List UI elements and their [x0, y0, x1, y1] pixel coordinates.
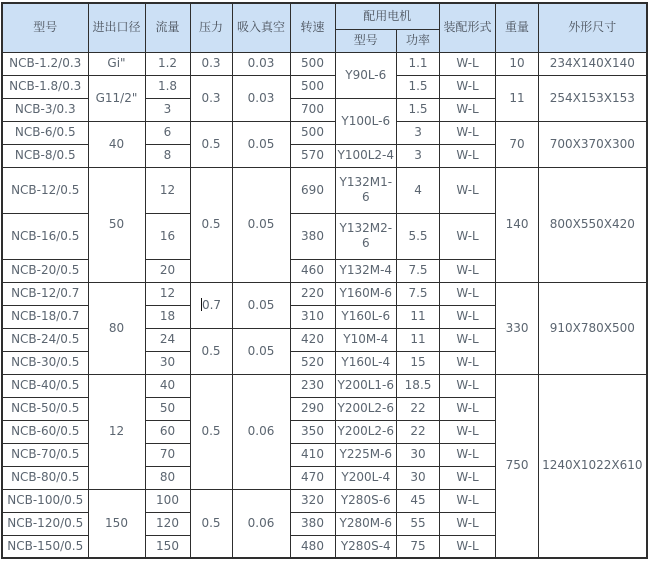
cell-model: NCB-8/0.5 — [2, 144, 88, 167]
cell-flow: 150 — [145, 535, 190, 558]
cell-model: NCB-12/0.5 — [2, 167, 88, 213]
cell-motor-model: Y10M-4 — [335, 328, 397, 351]
cell-speed: 220 — [290, 282, 335, 305]
cell-assembly-type: W-L — [440, 305, 496, 328]
cell-speed: 410 — [290, 443, 335, 466]
table-row — [2, 52, 647, 75]
cell-flow: 1.2 — [145, 52, 190, 75]
cell-assembly-type: W-L — [440, 328, 496, 351]
cell-motor-power: 3 — [397, 121, 440, 144]
cell-dimensions: 800X550X420 — [539, 167, 647, 282]
cell-assembly-type: W-L — [440, 98, 496, 121]
table-row — [2, 121, 647, 144]
cell-motor-model: Y200L2-6 — [335, 397, 397, 420]
header-weight: 重量 — [496, 3, 539, 52]
cell-dimensions: 254X153X153 — [539, 75, 647, 121]
cell-dimensions: 910X780X500 — [539, 282, 647, 374]
cell-suction-vacuum: 0.05 — [232, 167, 290, 282]
cell-motor-model: Y280S-4 — [335, 535, 397, 558]
cell-motor-power: 1.5 — [397, 98, 440, 121]
spec-table-head — [2, 3, 647, 52]
cell-model: NCB-6/0.5 — [2, 121, 88, 144]
cell-suction-vacuum: 0.05 — [232, 121, 290, 167]
cell-speed: 500 — [290, 75, 335, 98]
cell-suction-vacuum: 0.06 — [232, 374, 290, 489]
cell-flow: 6 — [145, 121, 190, 144]
cell-speed: 310 — [290, 305, 335, 328]
cell-dimensions: 1240X1022X610 — [539, 374, 647, 558]
header-row — [2, 3, 647, 29]
cell-motor-power: 15 — [397, 351, 440, 374]
cell-speed: 500 — [290, 52, 335, 75]
cell-pressure: 0.3 — [190, 52, 232, 75]
cell-motor-model: Y90L-6 — [335, 52, 397, 98]
cell-motor-power: 22 — [397, 397, 440, 420]
cell-speed: 380 — [290, 512, 335, 535]
cell-motor-power: 55 — [397, 512, 440, 535]
cell-motor-power: 1.5 — [397, 75, 440, 98]
table-row — [2, 282, 647, 305]
cell-assembly-type: W-L — [440, 259, 496, 282]
cell-flow: 50 — [145, 397, 190, 420]
cell-model: NCB-24/0.5 — [2, 328, 88, 351]
cell-assembly-type: W-L — [440, 535, 496, 558]
cell-flow: 12 — [145, 282, 190, 305]
cell-model: NCB-40/0.5 — [2, 374, 88, 397]
table-row — [2, 167, 647, 213]
cell-speed: 350 — [290, 420, 335, 443]
cell-speed: 380 — [290, 213, 335, 259]
cell-model: NCB-1.8/0.3 — [2, 75, 88, 98]
cell-speed: 320 — [290, 489, 335, 512]
cell-motor-power: 7.5 — [397, 282, 440, 305]
cell-assembly-type: W-L — [440, 121, 496, 144]
cell-dimensions: 234X140X140 — [539, 52, 647, 75]
cell-flow: 20 — [145, 259, 190, 282]
cell-pressure: 0.5 — [190, 167, 232, 282]
header-speed: 转速 — [290, 3, 335, 52]
cell-model: NCB-100/0.5 — [2, 489, 88, 512]
cell-assembly-type: W-L — [440, 351, 496, 374]
cell-motor-model: Y160M-6 — [335, 282, 397, 305]
header-motor-power: 功率 — [397, 29, 440, 52]
cell-assembly-type: W-L — [440, 213, 496, 259]
cell-suction-vacuum: 0.05 — [232, 282, 290, 328]
header-assembly-type: 装配形式 — [440, 3, 496, 52]
cell-pressure: 0.5 — [190, 121, 232, 167]
cell-suction-vacuum: 0.03 — [232, 52, 290, 75]
cell-speed: 500 — [290, 121, 335, 144]
cell-flow: 120 — [145, 512, 190, 535]
cell-motor-power: 5.5 — [397, 213, 440, 259]
cell-inlet-diameter: 80 — [88, 282, 145, 374]
cell-weight: 750 — [496, 374, 539, 558]
cell-inlet-diameter: 12 — [88, 374, 145, 489]
cell-weight: 140 — [496, 167, 539, 282]
spec-table-body — [2, 52, 647, 558]
cell-dimensions: 700X370X300 — [539, 121, 647, 167]
cell-inlet-diameter: G11/2" — [88, 75, 145, 121]
cell-flow: 12 — [145, 167, 190, 213]
cell-model: NCB-3/0.3 — [2, 98, 88, 121]
header-model: 型号 — [2, 3, 88, 52]
cell-motor-power: 45 — [397, 489, 440, 512]
cell-motor-power: 1.1 — [397, 52, 440, 75]
cell-motor-model: Y200L-4 — [335, 466, 397, 489]
cell-flow: 100 — [145, 489, 190, 512]
header-inlet-diameter: 进出口径 — [88, 3, 145, 52]
cell-model: NCB-1.2/0.3 — [2, 52, 88, 75]
cell-motor-power: 4 — [397, 167, 440, 213]
cell-flow: 60 — [145, 420, 190, 443]
header-pressure: 压力 — [190, 3, 232, 52]
cell-suction-vacuum: 0.05 — [232, 328, 290, 374]
cell-model: NCB-18/0.7 — [2, 305, 88, 328]
cell-motor-power: 22 — [397, 420, 440, 443]
cell-pressure: 0.3 — [190, 75, 232, 121]
cell-assembly-type: W-L — [440, 282, 496, 305]
cell-speed: 290 — [290, 397, 335, 420]
header-dimensions: 外形尺寸 — [539, 3, 647, 52]
table-row — [2, 75, 647, 98]
cell-flow: 1.8 — [145, 75, 190, 98]
cell-inlet-diameter: 40 — [88, 121, 145, 167]
cell-speed: 690 — [290, 167, 335, 213]
cell-model: NCB-80/0.5 — [2, 466, 88, 489]
cell-model: NCB-20/0.5 — [2, 259, 88, 282]
cell-model: NCB-16/0.5 — [2, 213, 88, 259]
cell-pressure: 0.5 — [190, 374, 232, 489]
cell-flow: 24 — [145, 328, 190, 351]
cell-motor-model: Y280M-6 — [335, 512, 397, 535]
cell-speed: 460 — [290, 259, 335, 282]
cell-motor-model: Y132M-4 — [335, 259, 397, 282]
cell-motor-power: 75 — [397, 535, 440, 558]
cell-motor-model: Y132M1-6 — [335, 167, 397, 213]
cell-flow: 18 — [145, 305, 190, 328]
cell-pressure: 0.5 — [190, 328, 232, 374]
cell-motor-power: 7.5 — [397, 259, 440, 282]
cell-pressure: 0.5 — [190, 489, 232, 558]
cell-motor-power: 30 — [397, 443, 440, 466]
cell-speed: 520 — [290, 351, 335, 374]
cell-flow: 3 — [145, 98, 190, 121]
cell-weight: 11 — [496, 75, 539, 121]
cell-motor-model: Y160L-6 — [335, 305, 397, 328]
cell-inlet-diameter: Gi" — [88, 52, 145, 75]
cell-model: NCB-120/0.5 — [2, 512, 88, 535]
cell-speed: 570 — [290, 144, 335, 167]
header-suction-vacuum: 吸入真空 — [232, 3, 290, 52]
cell-flow: 40 — [145, 374, 190, 397]
cell-assembly-type: W-L — [440, 397, 496, 420]
cell-flow: 8 — [145, 144, 190, 167]
cell-motor-model: Y225M-6 — [335, 443, 397, 466]
cell-inlet-diameter: 150 — [88, 489, 145, 558]
cell-assembly-type: W-L — [440, 167, 496, 213]
cell-motor-model: Y160L-4 — [335, 351, 397, 374]
cell-motor-model: Y100L-6 — [335, 98, 397, 144]
cell-flow: 70 — [145, 443, 190, 466]
cell-speed: 420 — [290, 328, 335, 351]
cell-suction-vacuum: 0.06 — [232, 489, 290, 558]
cell-suction-vacuum: 0.03 — [232, 75, 290, 121]
cell-motor-model: Y100L2-4 — [335, 144, 397, 167]
cell-weight: 70 — [496, 121, 539, 167]
cell-weight: 10 — [496, 52, 539, 75]
cell-flow: 80 — [145, 466, 190, 489]
cell-motor-model: Y200L2-6 — [335, 420, 397, 443]
cell-motor-power: 30 — [397, 466, 440, 489]
cell-flow: 30 — [145, 351, 190, 374]
cell-assembly-type: W-L — [440, 512, 496, 535]
cell-model: NCB-12/0.7 — [2, 282, 88, 305]
cell-assembly-type: W-L — [440, 144, 496, 167]
cell-inlet-diameter: 50 — [88, 167, 145, 282]
cell-flow: 16 — [145, 213, 190, 259]
cell-speed: 230 — [290, 374, 335, 397]
cell-assembly-type: W-L — [440, 489, 496, 512]
cell-motor-model: Y132M2-6 — [335, 213, 397, 259]
cell-speed: 700 — [290, 98, 335, 121]
cell-speed: 470 — [290, 466, 335, 489]
cell-assembly-type: W-L — [440, 420, 496, 443]
cell-motor-power: 11 — [397, 328, 440, 351]
header-motor-group: 配用电机 — [335, 3, 440, 29]
header-flow: 流量 — [145, 3, 190, 52]
cell-pressure: 0.7 — [190, 282, 232, 328]
cell-assembly-type: W-L — [440, 52, 496, 75]
cell-motor-model: Y200L1-6 — [335, 374, 397, 397]
cell-motor-power: 3 — [397, 144, 440, 167]
cell-model: NCB-150/0.5 — [2, 535, 88, 558]
cell-model: NCB-50/0.5 — [2, 397, 88, 420]
table-row — [2, 374, 647, 397]
cell-motor-power: 11 — [397, 305, 440, 328]
cell-model: NCB-70/0.5 — [2, 443, 88, 466]
text-caret — [201, 298, 202, 311]
cell-assembly-type: W-L — [440, 466, 496, 489]
cell-assembly-type: W-L — [440, 443, 496, 466]
cell-assembly-type: W-L — [440, 75, 496, 98]
header-motor-model: 型号 — [335, 29, 397, 52]
cell-model: NCB-60/0.5 — [2, 420, 88, 443]
cell-assembly-type: W-L — [440, 374, 496, 397]
cell-weight: 330 — [496, 282, 539, 374]
spec-table — [1, 2, 648, 559]
cell-motor-power: 18.5 — [397, 374, 440, 397]
cell-motor-model: Y280S-6 — [335, 489, 397, 512]
cell-model: NCB-30/0.5 — [2, 351, 88, 374]
cell-speed: 480 — [290, 535, 335, 558]
